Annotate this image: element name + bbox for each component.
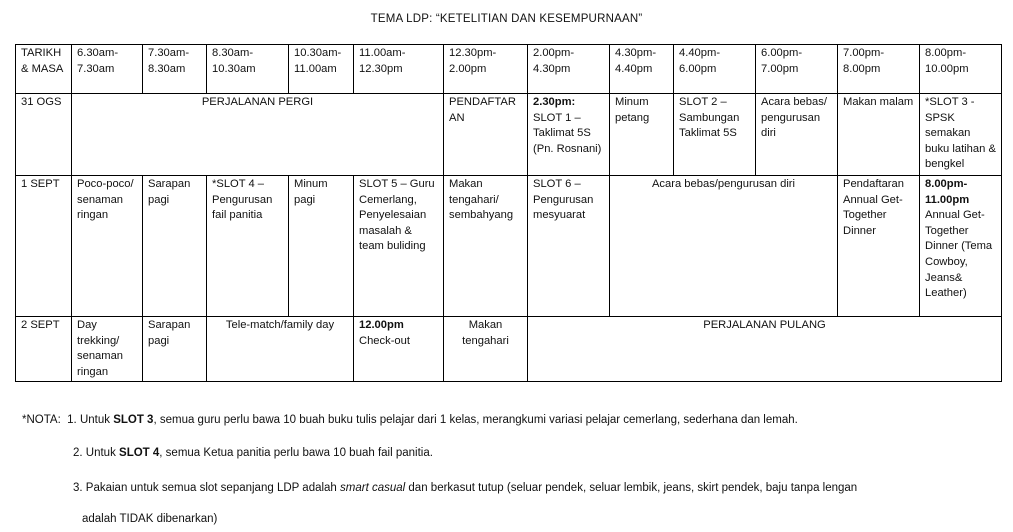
slot-text: SLOT 1 – Taklimat 5S (Pn. Rosnani) [533,111,602,155]
activity-cell: PERJALANAN PULANG [528,317,1002,382]
activity-cell: PENDAFTARAN [444,94,528,176]
activity-cell: Acara bebas/ pengurusan diri [756,94,838,176]
activity-cell: Sarapan pagi [143,317,207,382]
activity-cell: SLOT 6 – Pengurusan mesyuarat [528,176,610,317]
header-time-slot: 6.30am-7.30am [72,45,143,94]
header-time-slot: 10.30am-11.00am [289,45,354,94]
note-text: 3. Pakaian untuk semua slot sepanjang LDP adalah [73,482,341,494]
activity-cell: Sarapan pagi [143,176,207,317]
activity-cell: *SLOT 3 - SPSK semakan buku latihan & bengkel [920,94,1002,176]
note-text: 2. Untuk [73,447,120,459]
activity-cell: Pendaftaran Annual Get-Together Dinner [838,176,920,317]
slot-time: 12.00pm [359,319,404,331]
note-line [22,413,798,429]
header-time-slot: 7.30am-8.30am [143,45,207,94]
activity-cell: SLOT 2 – Sambungan Taklimat 5S [674,94,756,176]
schedule-table [15,44,1002,382]
note-text: dan berkasut tutup (seluar pendek, seluar lembik, jeans, skirt pendek, baju tanpa lengan [405,482,858,494]
note-label: *NOTA: [22,414,61,426]
header-time-slot: 4.40pm-6.00pm [674,45,756,94]
activity-cell [354,317,444,382]
header-date-time: TARIKH & MASA [16,45,72,94]
slot-time: 2.30pm: [533,96,576,108]
table-row [16,317,1002,382]
note-emphasis: SLOT 3 [113,414,154,426]
activity-cell: Makan malam [838,94,920,176]
activity-cell [920,176,1002,317]
note-emphasis: smart casual [340,482,406,494]
activity-cell: PERJALANAN PERGI [72,94,444,176]
header-time-slot: 8.30am-10.30am [207,45,289,94]
note-emphasis: SLOT 4 [119,447,160,459]
slot-text: Annual Get-Together Dinner (Tema Cowboy, Jeans& Leather) [925,209,993,300]
row-date: 2 SEPT [16,317,72,382]
note-text: , semua guru perlu bawa 10 buah buku tulis pelajar dari 1 kelas, merangkumi variasi pelajar cemerlang, sederhana dan lemah. [153,414,798,426]
row-date: 31 OGS [16,94,72,176]
note-line [73,446,433,462]
note-text: 1. Untuk [67,414,114,426]
activity-cell: *SLOT 4 – Pengurusan fail panitia [207,176,289,317]
header-time-slot: 12.30pm-2.00pm [444,45,528,94]
header-time-slot: 11.00am-12.30pm [354,45,444,94]
header-time-slot: 2.00pm-4.30pm [528,45,610,94]
note-text: , semua Ketua panitia perlu bawa 10 buah fail panitia. [159,447,433,459]
row-date: 1 SEPT [16,176,72,317]
note-line [73,481,857,497]
activity-cell: SLOT 5 – Guru Cemerlang, Penyelesaian masalah & team buliding [354,176,444,317]
activity-cell: Makan tengahari [444,317,528,382]
activity-cell: Minum pagi [289,176,354,317]
header-time-slot: 7.00pm-8.00pm [838,45,920,94]
table-row [16,94,1002,176]
header-row [16,45,1002,94]
table-row [16,176,1002,317]
slot-time: 8.00pm-11.00pm [925,178,970,206]
activity-cell: Tele-match/family day [207,317,354,382]
activity-cell: Minum petang [610,94,674,176]
activity-cell: Makan tengahari/ sembahyang [444,176,528,317]
activity-cell: Acara bebas/pengurusan diri [610,176,838,317]
header-time-slot: 4.30pm-4.40pm [610,45,674,94]
note-line: adalah TIDAK dibenarkan) [82,513,218,525]
slot-text: Check-out [359,334,410,347]
activity-cell: Poco-poco/ senaman ringan [72,176,143,317]
header-time-slot: 6.00pm-7.00pm [756,45,838,94]
header-time-slot: 8.00pm-10.00pm [920,45,1002,94]
activity-cell [528,94,610,176]
activity-cell: Day trekking/ senaman ringan [72,317,143,382]
page-title: TEMA LDP: “KETELITIAN DAN KESEMPURNAAN” [370,13,643,25]
